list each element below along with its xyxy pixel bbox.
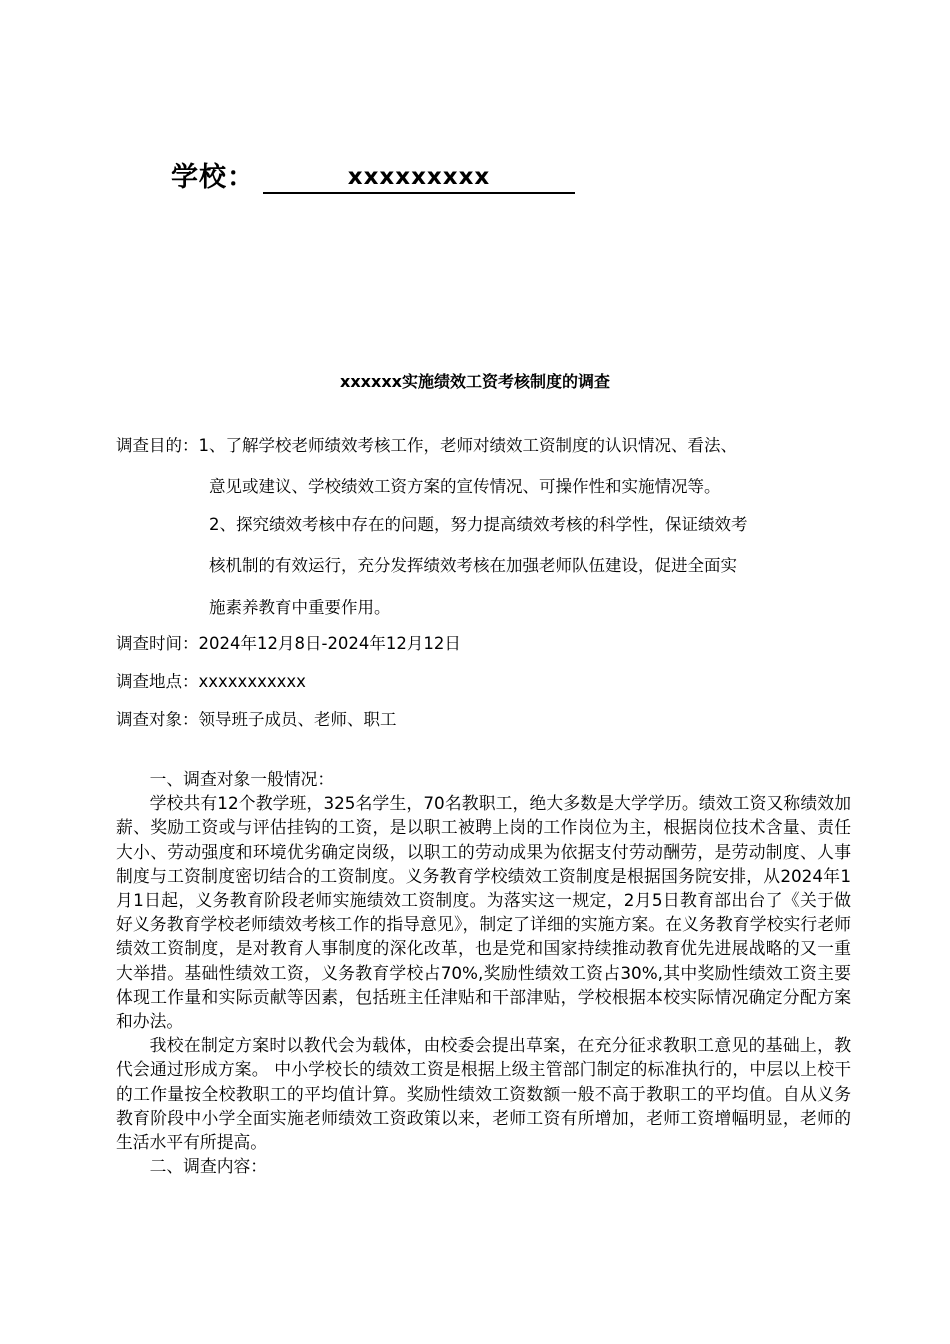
- purpose-2-text-b: 核机制的有效运行，充分发挥绩效考核在加强老师队伍建设，促进全面实: [209, 556, 737, 575]
- purpose-label: 调查目的：: [116, 436, 199, 455]
- school-line: [171, 155, 575, 194]
- school-label: 学校：: [171, 162, 255, 193]
- section-1-heading: 一、调查对象一般情况：: [149, 769, 335, 789]
- document-title: xxxxxx实施绩效工资考核制度的调查: [340, 372, 610, 391]
- section-2-heading: 二、调查内容：: [149, 1156, 268, 1177]
- survey-time: 调查时间：2024年12月8日-2024年12月12日: [116, 634, 461, 653]
- survey-object: 调查对象：领导班子成员、老师、职工: [116, 710, 397, 729]
- paragraph-2: 我校在制定方案时以教代会为载体，由校委会提出草案，在充分征求教职工意见的基础上，教代会通过形成方案。 中小学校长的绩效工资是根据上级主管部门制定的标准执行的，中层以上校干的工作量按全校教职工的平均值计算。奖励性绩效工资数额一般不高于教职工的平均值。自从义务教育阶段中小学全面实施老师绩效工资政策以来，老师工资有所增加，老师工资增幅明显，老师的生活水平有所提高。: [116, 1035, 851, 1153]
- purpose-line-1: [116, 432, 737, 456]
- paragraph-1: 学校共有12个教学班，325名学生，70名教职工，绝大多数是大学学历。绩效工资又称绩效加薪、奖励工资或与评估挂钩的工资，是以职工被聘上岗的工作岗位为主，根据岗位技术含量、责任大小、劳动强度和环境优劣确定岗级，以职工的劳动成果为依据支付劳动酬劳，是劳动制度、人事制度与工资制度密切结合的工资制度。义务教育学校绩效工资制度是根据国务院安排，从2024年1月1日起，义务教育阶段老师实施绩效工资制度。为落实这一规定，2月5日教育部出台了《关于做好义务教育学校老师绩效考核工作的指导意见》，制定了详细的实施方案。在义务教育学校实行老师绩效工资制度，是对教育人事制度的深化改革，也是党和国家持续推动教育优先进展战略的又一重大举措。基础性绩效工资，义务教育学校占70%,奖励性绩效工资占30%,其中奖励性绩效工资主要体现工作量和实际贡献等因素，包括班主任津贴和干部津贴，学校根据本校实际情况确定分配方案和办法。: [116, 793, 851, 1032]
- body-text: [116, 767, 851, 1178]
- purpose-2-text-a: 2、探究绩效考核中存在的问题，努力提高绩效考核的科学性，保证绩效考: [209, 515, 748, 534]
- survey-place: 调查地点：xxxxxxxxxxx: [116, 672, 306, 691]
- purpose-1-text-b: 意见或建议、学校绩效工资方案的宣传情况、可操作性和实施情况等。: [209, 477, 721, 496]
- school-name-field: xxxxxxxxx: [263, 162, 575, 194]
- purpose-2-text-c: 施素养教育中重要作用。: [209, 598, 391, 617]
- purpose-1-text-a: 1、了解学校老师绩效考核工作，老师对绩效工资制度的认识情况、看法、: [198, 436, 737, 455]
